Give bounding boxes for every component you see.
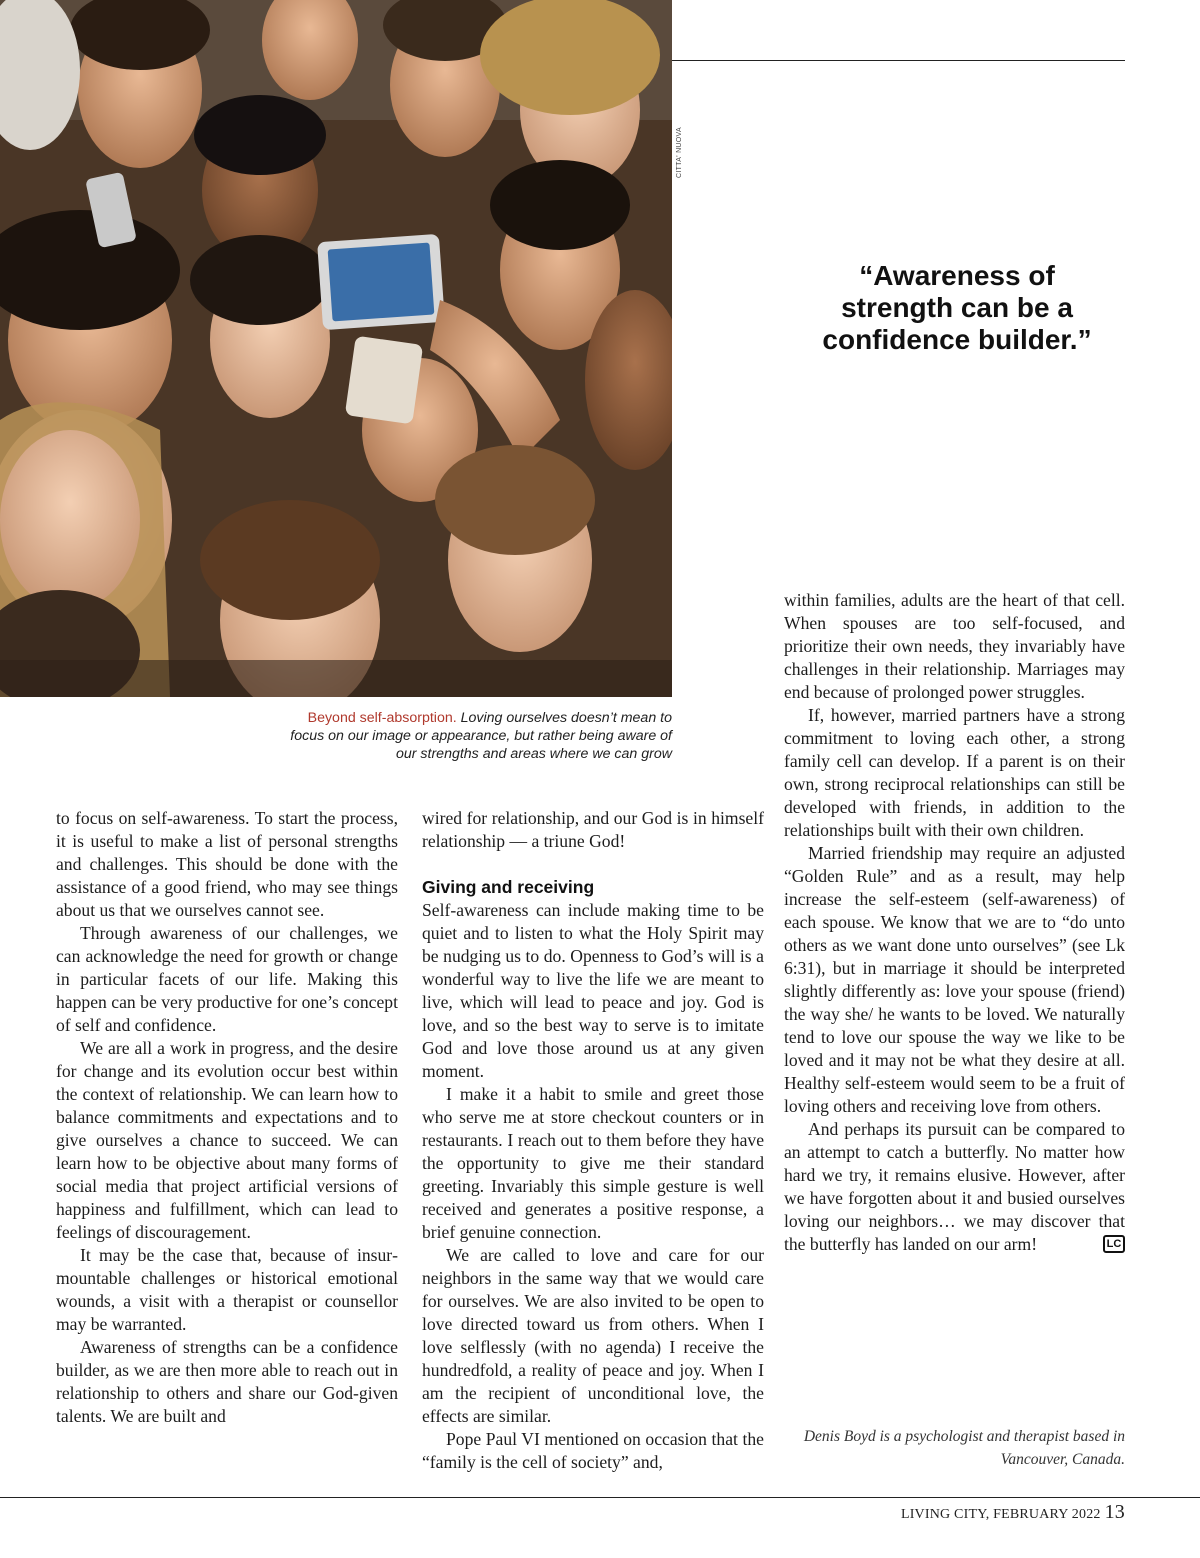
top-rule <box>672 60 1125 61</box>
photo-caption <box>276 709 672 763</box>
article-column-3 <box>784 589 1125 1256</box>
crowd-selfie-photo <box>0 0 672 697</box>
page-footer <box>901 1501 1125 1524</box>
caption-text: Loving ourselves doesn’t mean to focus on our image or appearance, but rather being aware of our strengths and areas where we can grow <box>290 710 672 762</box>
author-bio: Denis Boyd is a psychologist and therapist based in Vancouver, Canada. <box>803 1428 1125 1468</box>
paragraph: Married friendship may require an adjusted “Golden Rule” and as a result, may help increase the self-esteem (self-awareness) of each spouse. We know that we are to “do unto others as we want done unto ourselves” (see Lk 6:31), but in marriage it should be interpreted slightly differently as: love your spouse (friend) the way she/ he wants to be loved. We naturally tend to love our spouse the way we like to be loved and it may not be what they desire at all. Healthy self-esteem would seem to be a fruit of loving others and receiving love from others. <box>784 843 1125 1116</box>
paragraph: Through awareness of our challenges, we can acknowledge the need for growth or change in particular facets of our life. Making this happen can be very productive for one’s concept of self and confidence. <box>56 923 398 1035</box>
paragraph: wired for relationship, and our God is in himself relationship — a triune God! <box>422 808 764 851</box>
paragraph: to focus on self-awareness. To start the process, it is useful to make a list of personal strengths and challenges. This should be done with the assistance of a good friend, who may see things about us that we ourselves cannot see. <box>56 808 398 920</box>
paragraph: Pope Paul VI mentioned on occasion that the “family is the cell of society” and, <box>422 1429 764 1472</box>
page-number: 13 <box>1104 1501 1125 1523</box>
publication-name: LIVING CITY, FEBRUARY 2022 <box>900 1507 1101 1522</box>
paragraph: If, however, married partners have a strong commitment to loving each other, a strong family cell can develop. If a parent is on their own, strong reciprocal relationships can still be developed with friends, in addition to the relationships built with their own children. <box>784 705 1125 840</box>
photo-credit: CITTA' NUOVA <box>676 127 683 178</box>
paragraph: We are all a work in progress, and the desire for change and its evolution occur best within the context of relationship. We can learn how to balance commitments and expectations and to give ourselves a chance to succeed. We can learn how to be objective about many forms of social media that project artificial versions of happiness and fulfillment, which can lead to feelings of discouragement. <box>56 1038 398 1242</box>
paragraph: We are called to love and care for our neighbors in the same way that we would care for ourselves. We are also invited to be open to love directed toward us from others. When I love selflessly (with no agenda) I receive the hundredfold, a reality of peace and joy. When I am the recipient of unconditional love, the effects are similar. <box>422 1245 764 1426</box>
paragraph: It may be the case that, because of insurmountable challenges or historical emotional wounds, a visit with a therapist or counsellor may be warranted. <box>56 1245 398 1334</box>
caption-title: Beyond self-absorption. <box>307 710 457 726</box>
end-mark-logo: LC <box>1103 1235 1125 1253</box>
paragraph-text: And perhaps its pursuit can be compared to an attempt to catch a butterfly. No matter how hard we try, it remains elusive. However, after we have forgotten about it and busied ourselves loving our neighbors… we may discover that the butterfly has landed on our arm! <box>784 1119 1125 1254</box>
section-subhead: Giving and receiving <box>422 877 595 897</box>
paragraph: Awareness of strengths can be a confidence builder, as we are then more able to reach out in relationship to others and share our God-given talents. We are built and <box>56 1337 398 1426</box>
paragraph: I make it a habit to smile and greet those who serve me at store checkout counters or in restaurants. I reach out to them before they have the opportunity to give me their standard greeting. Invariably this simple gesture is well received and generates a positive response, a brief genuine connection. <box>422 1084 764 1242</box>
photo-illustration <box>0 0 672 697</box>
article-column-1 <box>56 807 398 1428</box>
footer-rule <box>0 1497 1200 1498</box>
paragraph: Self-awareness can include making time to be quiet and to listen to what the Holy Spirit may be nudging us to do. Openness to God’s will is a wonderful way to live the life we are meant to live, which will lead to peace and joy. God is love, and so the best way to serve is to imitate God and love those around us at any given moment. <box>422 900 764 1081</box>
pull-quote: “Awareness of strength can be a confidence builder.” <box>822 260 1092 355</box>
paragraph-last <box>784 1118 1125 1256</box>
article-column-2 <box>422 807 764 1474</box>
paragraph: within families, adults are the heart of that cell. When spouses are too self-focused, and prioritize their own needs, they invariably have challenges in their relationship. Marriages may end because of prolonged power struggles. <box>784 590 1125 702</box>
